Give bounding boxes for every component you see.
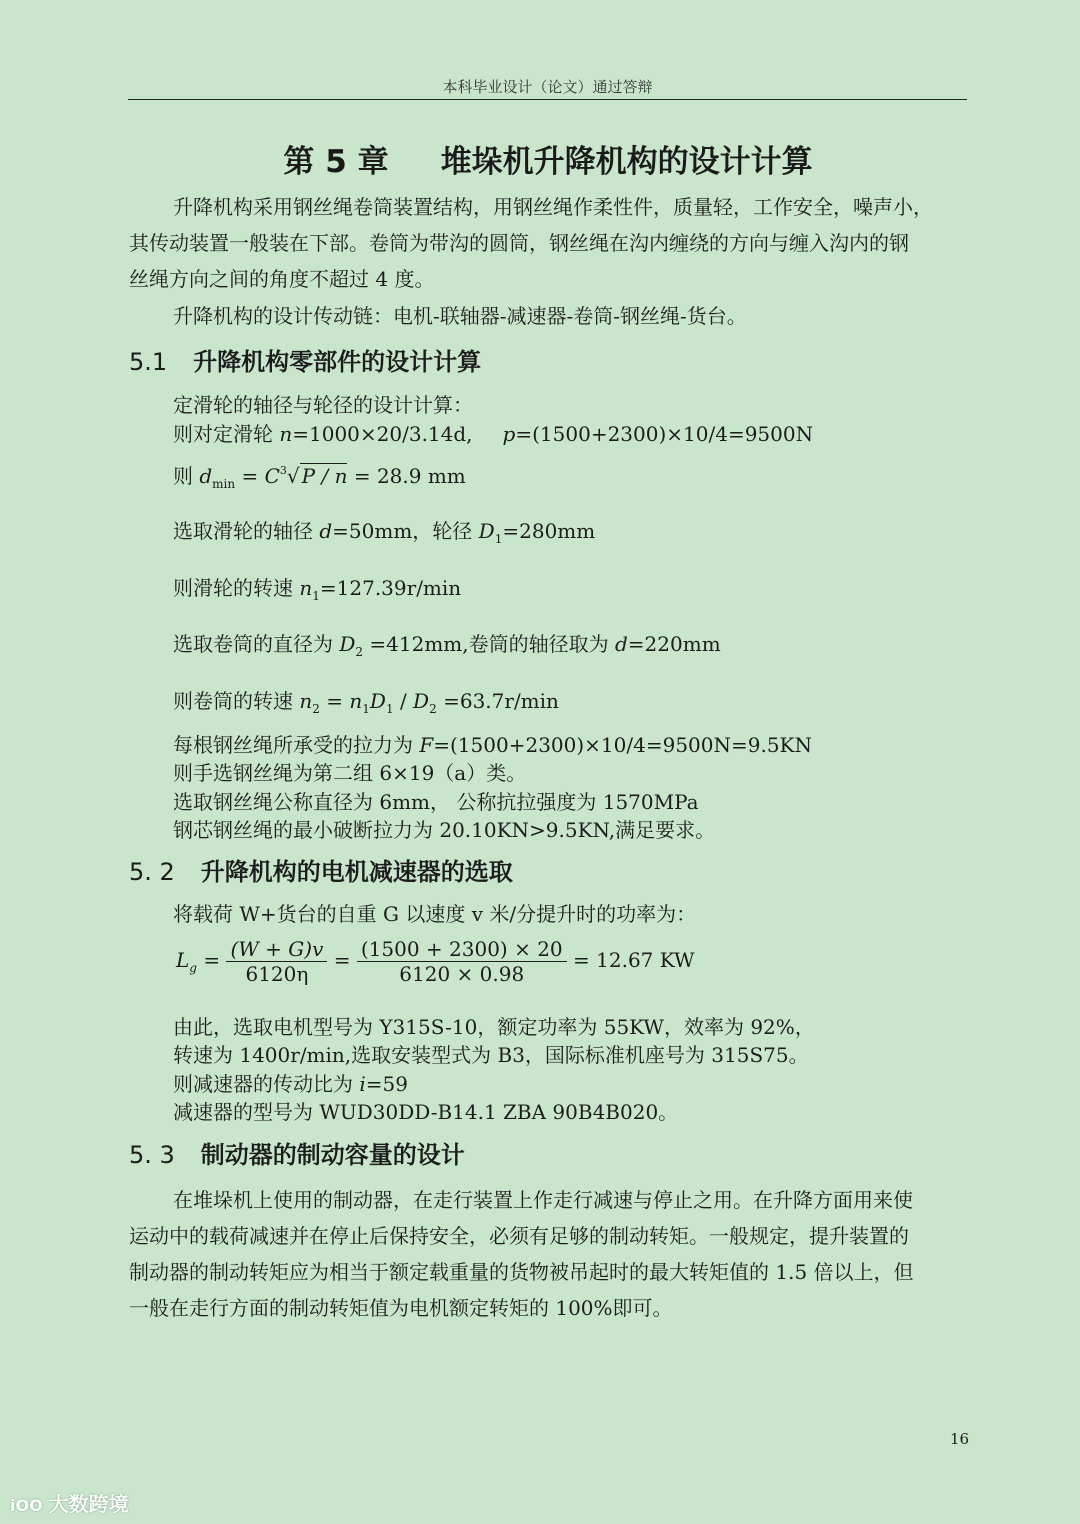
section-heading-5-1 [129,342,481,377]
chapter-number: 第 5 章 [283,144,389,180]
s53-line-3: 制动器的制动转矩应为相当于额定载重量的货物被吊起时的最大转矩值的 1.5 倍以上，但 [129,1260,914,1284]
section-title: 制动器的制动容量的设计 [200,1141,465,1169]
section-heading-5-3 [129,1135,465,1170]
s52-line-2: 由此，选取电机型号为 Y315S-10，额定功率为 55KW，效率为 92%， [173,1015,815,1039]
s52-line-1: 将载荷 W+货台的自重 G 以速度 v 米/分提升时的功率为： [173,902,697,926]
intro-transmission-chain: 升降机构的设计传动链：电机-联轴器-减速器-卷筒-钢丝绳-货台。 [173,304,747,328]
section-number: 5. 2 [129,858,175,886]
formula-power: $L_g$ = $\frac{(W + G)v}{6120\eta}$ = $\frac{(1500 + 2300) \times 20}{6120 \times 0.98}$ = 12.67 KW [176,937,695,986]
section-title: 升降机构零部件的设计计算 [193,348,482,376]
page-number: 16 [950,1430,970,1448]
intro-line-2: 其传动装置一般装在下部。卷筒为带沟的圆筒，钢丝绳在沟内缠绕的方向与缠入沟内的钢 [129,231,909,255]
section-title: 升降机构的电机减速器的选取 [200,858,513,886]
watermark-text: 大数跨境 [48,1492,129,1516]
s51-line-4: 则滑轮的转速 $n_1=127.39r/\min$ [173,576,462,603]
s51-line-2: 则对定滑轮 n=1000×20/3.14d, p=(1500+2300)×10/4=9500N [173,422,814,446]
watermark [10,1488,129,1517]
section-number: 5. 3 [129,1141,175,1169]
s51-line-7: 每根钢丝绳所承受的拉力为 F=(1500+2300)×10/4=9500N=9.5KN [173,733,812,757]
s51-line-9: 选取钢丝绳公称直径为 6mm， 公称抗拉强度为 1570MPa [173,790,699,814]
watermark-logo-icon: iOO [10,1496,43,1515]
s53-line-2: 运动中的载荷减速并在停止后保持安全，必须有足够的制动转矩。一般规定，提升装置的 [129,1224,909,1248]
s53-line-1: 在堆垛机上使用的制动器，在走行装置上作走行减速与停止之用。在升降方面用来使 [173,1188,913,1212]
s52-line-3: 转速为 1400r/min,选取安装型式为 B3，国际标准机座号为 315S75。 [173,1043,809,1067]
s51-line-6: 则卷筒的转速 $n_2 = n_1D_1 / D_2 =63.7r/\min$ [173,689,559,716]
intro-line-3: 丝绳方向之间的角度不超过 4 度。 [129,267,435,291]
chapter-heading [0,136,1080,181]
s51-line-3: 选取滑轮的轴径 d=50mm，轮径 $D_1=280mm$ [173,519,596,546]
s53-line-4: 一般在走行方面的制动转矩值为电机额定转矩的 100%即可。 [129,1296,673,1320]
header-rule [128,99,967,100]
s52-line-4: 则减速器的传动比为 i=59 [173,1072,408,1096]
intro-line-1: 升降机构采用钢丝绳卷筒装置结构，用钢丝绳作柔性件，质量轻，工作安全，噪声小， [173,195,933,219]
section-number: 5.1 [129,348,168,376]
s51-line-10: 钢芯钢丝绳的最小破断拉力为 20.10KN>9.5KN,满足要求。 [173,818,716,842]
section-heading-5-2 [129,852,513,887]
running-header: 本科毕业设计（论文）通过答辩 [442,78,653,96]
s51-line-8: 则手选钢丝绳为第二组 6×19（a）类。 [173,761,527,785]
s52-line-5: 减速器的型号为 WUD30DD-B14.1 ZBA 90B4B020。 [173,1100,679,1124]
s51-line-1: 定滑轮的轴径与轮径的设计计算： [173,393,473,417]
chapter-title: 堆垛机升降机构的设计计算 [440,144,813,180]
s51-line-5: 选取卷筒的直径为 $D_2 =412mm$,卷筒的轴径取为 d=220mm [173,632,721,659]
formula-d-min: 则 $d_{min} = C^3√$ P / n = 28.9 mm [173,464,466,491]
